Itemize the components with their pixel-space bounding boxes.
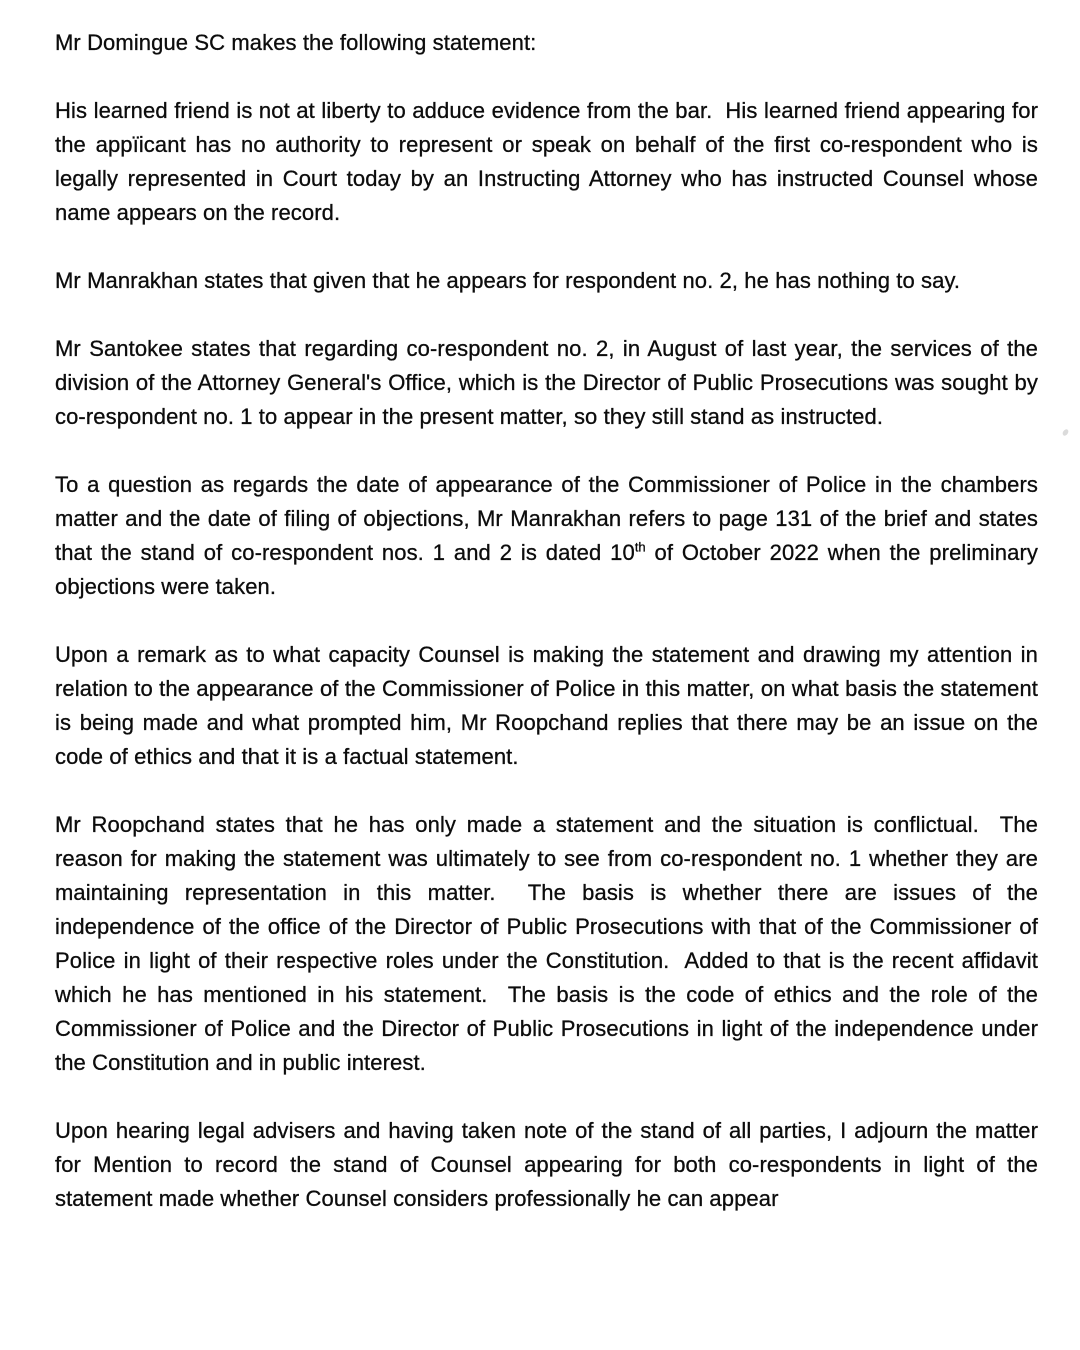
text-run: Upon hearing legal advisers and having taken note of the stand of all parties, I adjourn the matter for Mention to record the stand of Counsel appearing for both co-respondents in light of the statement made whether Counsel considers professionally he can appear bbox=[55, 1118, 1045, 1211]
paragraph bbox=[55, 264, 1038, 298]
text-run: Mr Domingue SC makes the following statement: bbox=[55, 30, 537, 55]
paragraph bbox=[55, 638, 1045, 774]
text-run: To a question as regards the date of appearance of the Commissioner of Police in the chambers matter and the date of filing of objections, Mr Manrakhan refers to page 131 of the brief and states that the stand of co-respondent nos. 1 and 2 is dated 10 bbox=[55, 472, 1045, 565]
text-run: Mr Roopchand states that he has only made a statement and the situation is conflictual. The reason for making the statement was ultimately to see from co-respondent no. 1 whether they are maintaining representation in this matter. The basis is whether there are issues of the independence of the office of the Director of Public Prosecutions with that of the Commissioner of Police in light of their respective roles under the Constitution. Added to that is the recent affidavit which he has mentioned in his statement. The basis is the code of ethics and the role of the Commissioner of Police and the Director of Public Prosecutions in light of the independence under the Constitution and in public interest. bbox=[55, 812, 1045, 1075]
text-run: of October 2022 when the preliminary objections were taken. bbox=[55, 540, 1045, 599]
paragraph bbox=[55, 26, 1038, 60]
paragraph bbox=[55, 468, 1045, 604]
superscript-text: th bbox=[634, 539, 646, 555]
paragraph bbox=[55, 332, 1045, 434]
text-run: Upon a remark as to what capacity Counsel is making the statement and drawing my attention in relation to the appearance of the Commissioner of Police in this matter, on what basis the statement is being made and what prompted him, Mr Roopchand replies that there may be an issue on the code of ethics and that it is a factual statement. bbox=[55, 642, 1045, 769]
paragraph bbox=[55, 808, 1045, 1080]
text-run: Mr Santokee states that regarding co-respondent no. 2, in August of last year, the services of the division of the Attorney General's Office, which is the Director of Public Prosecutions was sought by co-respondent no. 1 to appear in the present matter, so they still stand as instructed. bbox=[55, 336, 1045, 429]
paragraph bbox=[55, 94, 1045, 230]
text-run: His learned friend is not at liberty to adduce evidence from the bar. His learned friend appearing for the appïicant has no authority to represent or speak on behalf of the first co-respondent who is legally represented in Court today by an Instructing Attorney who has instructed Counsel whose name appears on the record. bbox=[55, 98, 1045, 225]
paragraph bbox=[55, 1114, 1045, 1216]
text-run: Mr Manrakhan states that given that he appears for respondent no. 2, he has nothing to say. bbox=[55, 268, 961, 293]
